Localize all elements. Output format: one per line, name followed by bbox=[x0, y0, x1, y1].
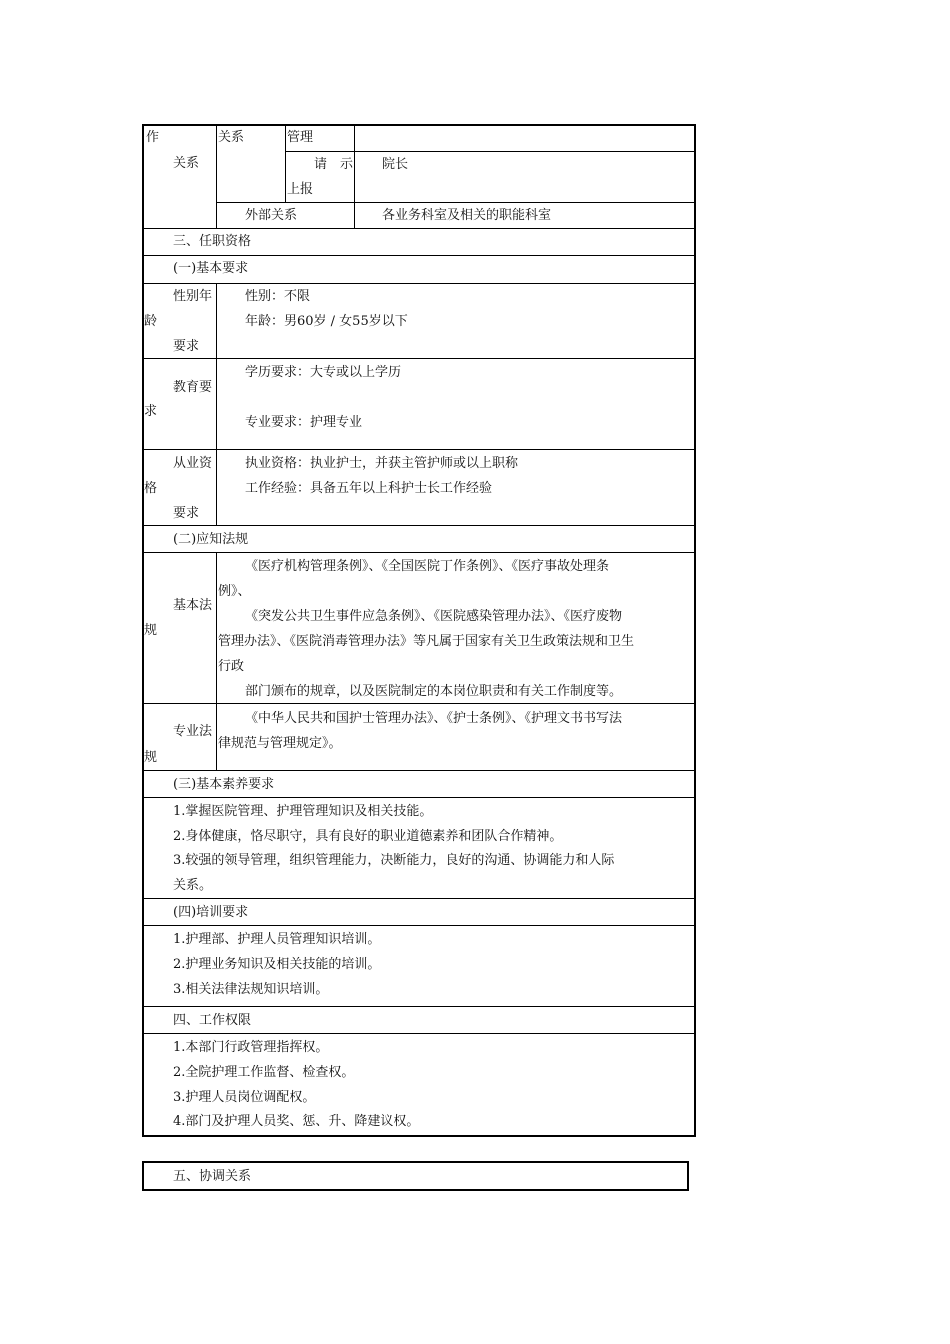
quality-item: 1.掌握医院管理、护理管理知识及相关技能。 bbox=[173, 804, 433, 819]
gender-age-label: 性别年 bbox=[173, 289, 213, 304]
professional-laws-label: 专业法 bbox=[173, 724, 213, 739]
row-divider bbox=[216, 202, 695, 203]
basic-requirements-title: (一)基本要求 bbox=[173, 261, 249, 276]
authority-item: 3.护理人员岗位调配权。 bbox=[173, 1090, 316, 1105]
row-divider bbox=[143, 797, 695, 798]
practice-qualification-label: 要求 bbox=[173, 506, 200, 521]
basic-laws-text: 管理办法》、《医院消毒管理办法》等凡属于国家有关卫生政策法规和卫生 bbox=[218, 634, 635, 649]
training-item: 2.护理业务知识及相关技能的培训。 bbox=[173, 957, 381, 972]
section-4-title: 四、工作权限 bbox=[173, 1013, 252, 1028]
age-requirement: 年龄：男60岁 / 女55岁以下 bbox=[245, 314, 408, 329]
external-relations-label: 外部关系 bbox=[245, 208, 298, 223]
row-divider bbox=[143, 925, 695, 926]
education-label: 教育要 bbox=[173, 380, 213, 395]
column-divider bbox=[216, 283, 217, 525]
external-relations-value: 各业务科室及相关的职能科室 bbox=[382, 208, 552, 223]
professional-laws-label: 规 bbox=[144, 750, 158, 765]
regulations-title: (二)应知法规 bbox=[173, 532, 249, 547]
degree-requirement: 学历要求：大专或以上学历 bbox=[245, 365, 402, 380]
gender-age-label: 要求 bbox=[173, 339, 200, 354]
basic-quality-title: (三)基本素养要求 bbox=[173, 777, 275, 792]
authority-item: 1.本部门行政管理指挥权。 bbox=[173, 1040, 329, 1055]
relations-left-label: 作 bbox=[146, 130, 160, 145]
training-item: 1.护理部、护理人员管理知识培训。 bbox=[173, 932, 381, 947]
basic-laws-label: 规 bbox=[144, 623, 158, 638]
row-divider bbox=[143, 525, 695, 526]
row-divider bbox=[286, 151, 695, 152]
authority-item: 2.全院护理工作监督、检查权。 bbox=[173, 1065, 355, 1080]
experience-requirement: 工作经验：具备五年以上科护士长工作经验 bbox=[245, 481, 493, 496]
row-divider bbox=[143, 358, 695, 359]
professional-laws-text: 《中华人民共和国护士管理办法》、《护士条例》、《护理文书书写法 bbox=[245, 711, 623, 726]
column-divider bbox=[285, 125, 286, 202]
practice-qualification-label: 从业资 bbox=[173, 456, 213, 471]
section-3-title: 三、任职资格 bbox=[173, 234, 252, 249]
section-5-title: 五、协调关系 bbox=[173, 1169, 252, 1184]
row-divider bbox=[143, 1033, 695, 1034]
report-label: 上报 bbox=[287, 182, 314, 197]
column-divider bbox=[216, 552, 217, 770]
request-value: 院长 bbox=[382, 157, 409, 172]
basic-laws-text: 行政 bbox=[218, 659, 245, 674]
quality-item: 关系。 bbox=[173, 878, 213, 893]
license-requirement: 执业资格：执业护士，并获主管护师或以上职称 bbox=[245, 456, 519, 471]
row-divider bbox=[143, 1006, 695, 1007]
basic-laws-label: 基本法 bbox=[173, 598, 213, 613]
relations-left-sublabel: 关系 bbox=[173, 156, 200, 171]
quality-item: 2.身体健康，恪尽职守，具有良好的职业道德素养和团队合作精神。 bbox=[173, 829, 563, 844]
authority-item: 4.部门及护理人员奖、惩、升、降建议权。 bbox=[173, 1114, 420, 1129]
column-divider bbox=[216, 125, 217, 228]
training-item: 3.相关法律法规知识培训。 bbox=[173, 982, 329, 997]
basic-laws-text: 部门颁布的规章，以及医院制定的本岗位职责和有关工作制度等。 bbox=[245, 684, 623, 699]
basic-laws-text: 《突发公共卫生事件应急条例》、《医院感染管理办法》、《医疗废物 bbox=[245, 609, 623, 624]
request-label: 请 示 bbox=[314, 157, 354, 172]
education-label: 求 bbox=[144, 404, 158, 419]
major-requirement: 专业要求：护理专业 bbox=[245, 415, 363, 430]
management-label: 管理 bbox=[287, 130, 314, 145]
basic-laws-text: 《医疗机构管理条例》、《全国医院丁作条例》、《医疗事故处理条 bbox=[245, 559, 610, 574]
basic-laws-text: 例》、 bbox=[218, 584, 251, 599]
row-divider bbox=[143, 770, 695, 771]
row-divider bbox=[143, 228, 695, 229]
professional-laws-text: 律规范与管理规定》。 bbox=[218, 736, 342, 751]
row-divider bbox=[143, 552, 695, 553]
row-divider bbox=[143, 283, 695, 284]
quality-item: 3.较强的领导管理，组织管理能力，决断能力，良好的沟通、协调能力和人际 bbox=[173, 853, 615, 868]
gender-age-label: 龄 bbox=[144, 314, 158, 329]
gender-requirement: 性别：不限 bbox=[245, 289, 311, 304]
row-divider bbox=[143, 898, 695, 899]
column-divider bbox=[354, 125, 355, 228]
row-divider bbox=[143, 255, 695, 256]
relations-col2-label: 关系 bbox=[218, 130, 245, 145]
practice-qualification-label: 格 bbox=[144, 481, 158, 496]
row-divider bbox=[143, 449, 695, 450]
row-divider bbox=[143, 703, 695, 704]
training-title: (四)培训要求 bbox=[173, 905, 249, 920]
